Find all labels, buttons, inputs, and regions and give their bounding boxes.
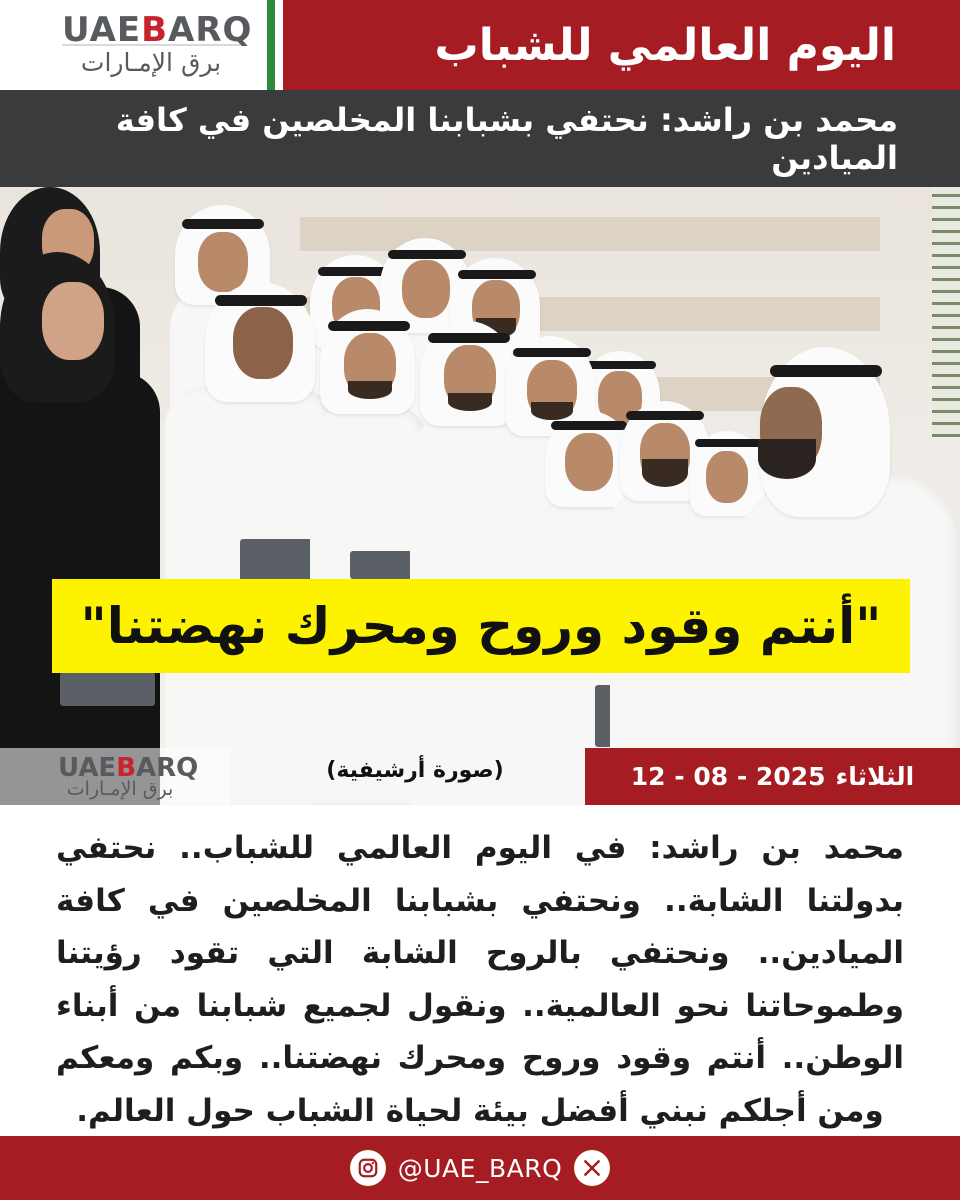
social-handle[interactable]: @UAE_BARQ [397, 1153, 563, 1183]
date-bar [585, 748, 960, 805]
logo-latin-text: UAEBARQ [62, 10, 253, 50]
quote-banner [52, 579, 910, 673]
watermark-arabic-text: برق الإمـارات [66, 778, 174, 800]
date-value: 12 - 08 - 2025 [630, 762, 826, 791]
headline: محمد بن راشد: نحتفي بشبابنا المخلصين في كافة الميادين [115, 100, 898, 177]
logo-arabic-text: برق الإمـارات [62, 44, 240, 80]
news-photo [0, 187, 960, 805]
watermark-latin-text: UAEBARQ [58, 753, 199, 783]
subtitle-bar [0, 90, 960, 187]
instagram-icon[interactable] [350, 1150, 386, 1186]
page-title: اليوم العالمي للشباب [434, 19, 896, 71]
wall-stripe [300, 217, 880, 251]
title-bar [283, 0, 960, 90]
archive-photo-caption: (صورة أرشيفية) [326, 758, 504, 783]
x-icon[interactable] [574, 1150, 610, 1186]
article-body: محمد بن راشد: في اليوم العالمي للشباب.. نحتفي بدولتنا الشابة.. ونحتفي بشبابنا المخلصين في كافة الميادين.. ونحتفي بالروح الشابة التي تقود رؤيتنا وطموحاتنا نحو العالمية.. ونقول لجميع شبابنا من أبناء الوطن.. أنتم وقود وروح ومحرك نهضتنا.. وبكم ومعكم ومن أجلكم نبني أفضل بيئة لحياة الشباب حول العالم. [56, 830, 904, 1129]
footer-bar [0, 1136, 960, 1200]
brand-logo [0, 0, 275, 90]
quote-text: "أنتم وقود وروح ومحرك نهضتنا" [80, 597, 882, 655]
window-grid [932, 187, 960, 437]
date-day: الثلاثاء [835, 762, 915, 791]
